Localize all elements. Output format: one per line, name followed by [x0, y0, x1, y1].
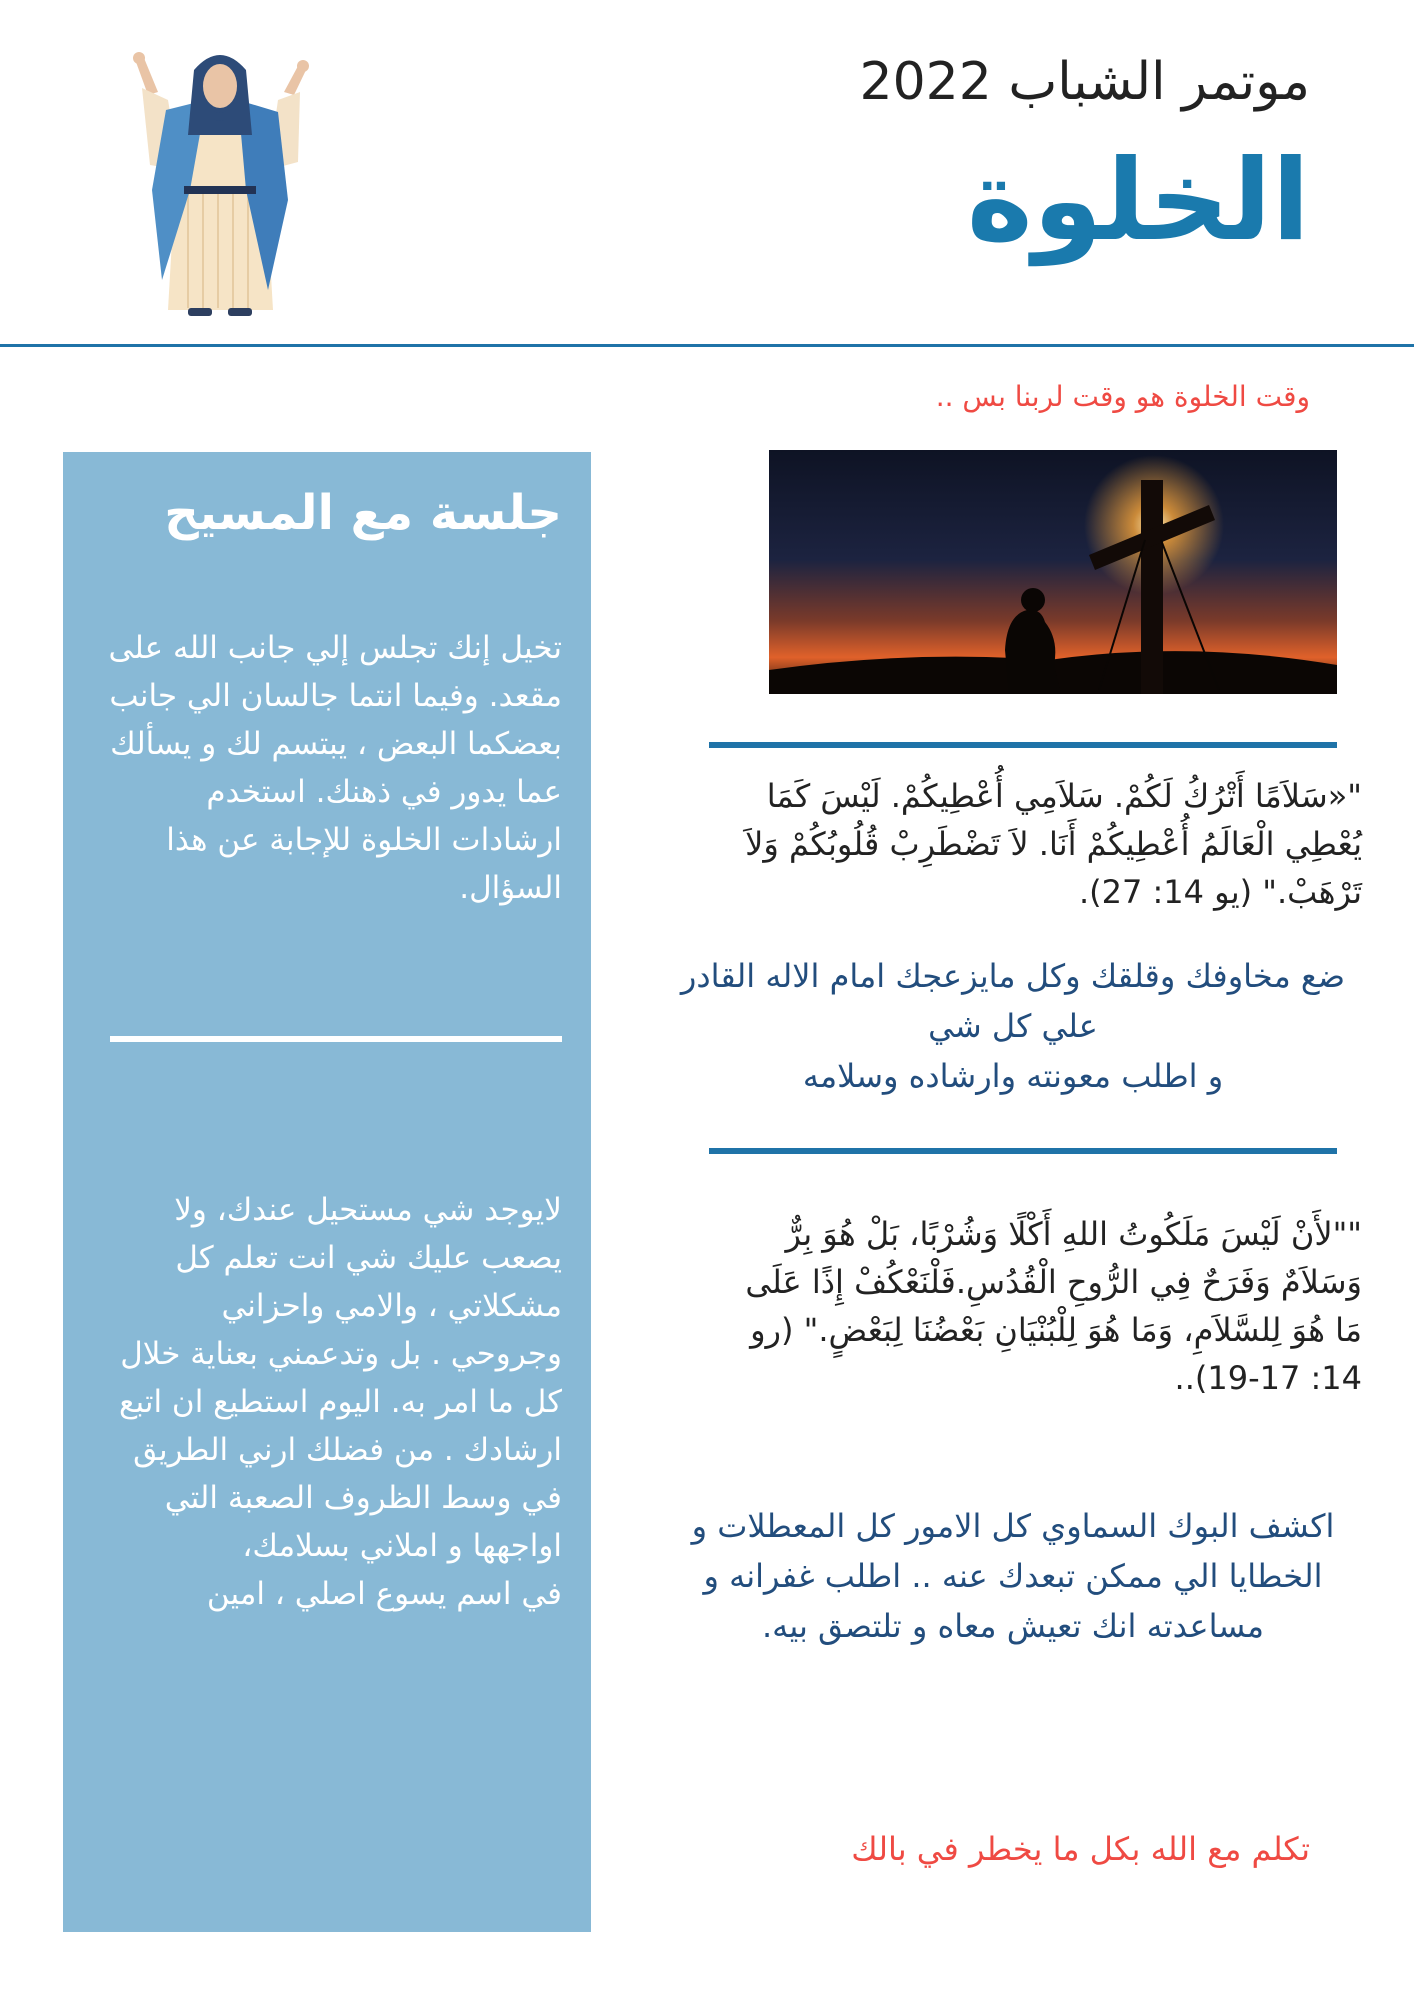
sidebar-prayer: لايوجد شي مستحيل عندك، ولا يصعب عليك شي انت تعلم كل مشكلاتي ، والامي واحزاني وجروحي . بل وتدعمني بعناية خلال كل ما امر به. اليوم استطيع ان اتبع ارشادك . من فضلك ارني الطريق في وسط الظروف الصعبة التي اواجهها و املاني بسلامك، في اسم يسوع اصلي ، امين [118, 1192, 562, 1613]
conference-title: موتمر الشباب 2022 [859, 52, 1310, 112]
prayer-instruction-1: ضع مخاوفك وقلقك وكل مايزعجك امام الاله القادر علي كل شي و اطلب معونته وارشاده وسلامه [680, 957, 1346, 1095]
cross-sunset-photo [769, 450, 1337, 694]
sidebar-paragraph-1: تخيل إنك تجلس إلي جانب الله على مقعد. وفيما انتما جالسان الي جانب بعضكما البعض ، يبتسم لك و يسألك عما يدور في ذهنك. استخدم ارشادات الخلوة للإجابة عن هذا السؤال. [108, 630, 562, 907]
tagline: وقت الخلوة هو وقت لربنا بس .. [935, 380, 1310, 413]
section-divider-top [709, 742, 1337, 748]
jesus-figure-icon [128, 40, 314, 322]
verse-john-14-27: "«سَلاَمًا أَتْرُكُ لَكُمْ. سَلاَمِي أُعْطِيكُمْ. لَيْسَ كَمَا يُعْطِي الْعَالَمُ أُعْطِيكُمْ أَنَا. لاَ تَضْطَرِبْ قُلُوبُكُمْ وَلاَ تَرْهَبْ." (يو 14: 27). [745, 777, 1362, 911]
closing-line: تكلم مع الله بكل ما يخطر في بالك [851, 1830, 1310, 1868]
page-title: الخلوة [966, 136, 1310, 266]
header-divider [0, 344, 1414, 347]
sidebar-divider [110, 1036, 562, 1042]
sidebar-title: جلسة مع المسيح [164, 485, 562, 541]
verse-romans-14-17: ""لأَنْ لَيْسَ مَلَكُوتُ اللهِ أَكْلًا وَشُرْبًا، بَلْ هُوَ بِرٌّ وَسَلاَمٌ وَفَرَحٌ فِي الرُّوحِ الْقُدُسِ.فَلْنَعْكُفْ إِذًا عَلَى مَا هُوَ لِلسَّلاَمِ، وَمَا هُوَ لِلْبُنْيَانِ بَعْضُنَا لِبَعْضٍ." (رو 14: 17-19).. [745, 1215, 1362, 1397]
section-divider-middle [709, 1148, 1337, 1154]
prayer-instruction-2: اكشف البوك السماوي كل الامور كل المعطلات و الخطايا الي ممكن تبعدك عنه .. اطلب غفرانه و مساعدته انك تعيش معاه و تلتصق بيه. [691, 1507, 1335, 1645]
